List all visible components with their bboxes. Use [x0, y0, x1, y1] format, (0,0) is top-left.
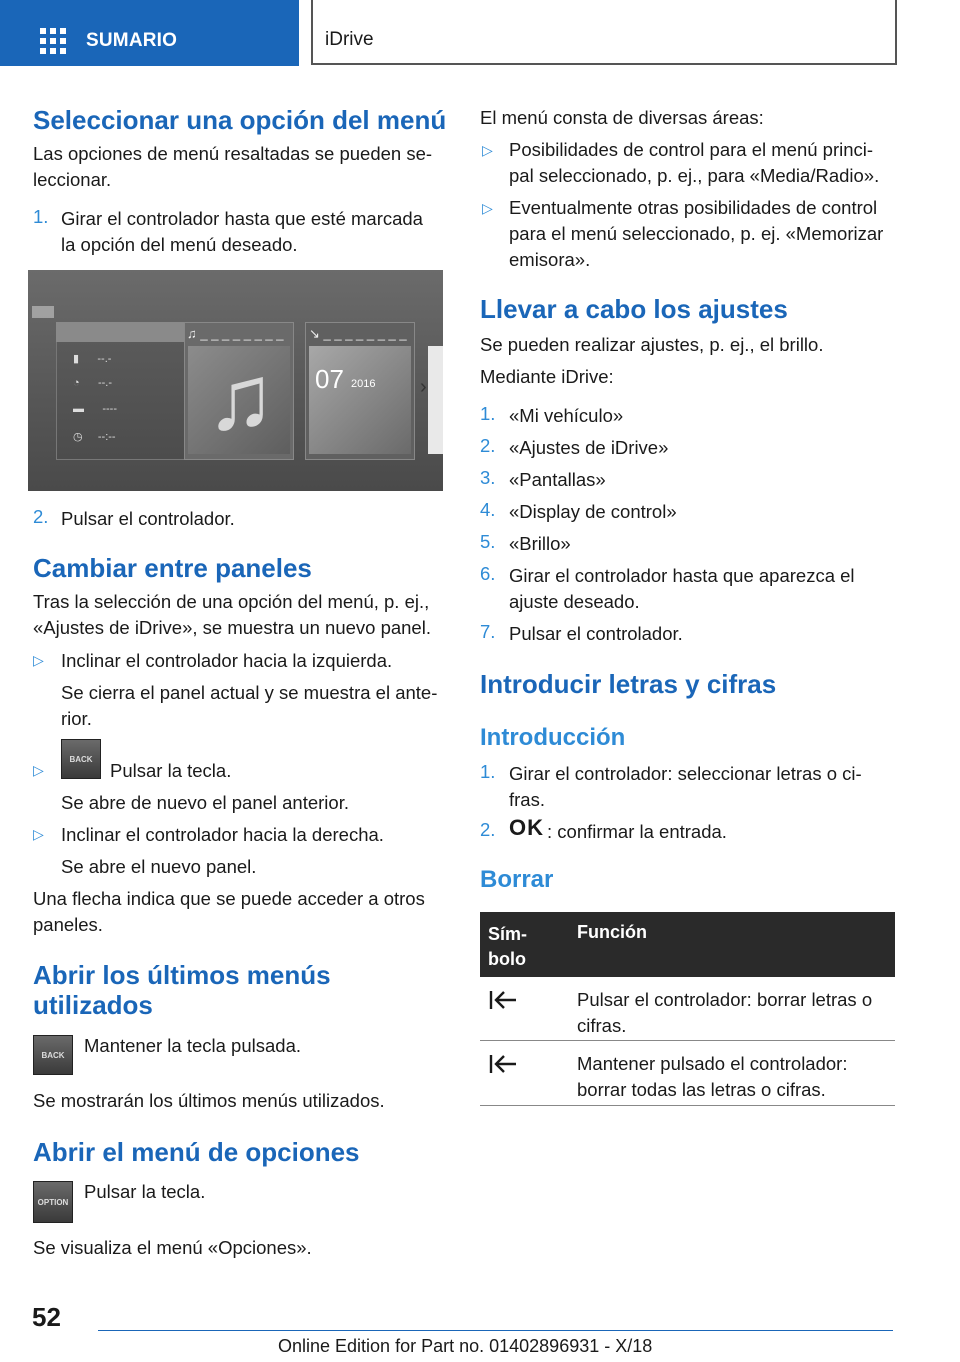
paragraph: Tras la selección de una opción del menú, p. ej., «Ajustes de iDrive», se muestra un nuevo panel. [33, 591, 431, 638]
delete-icon [488, 989, 518, 1016]
step-number: 2. [480, 435, 496, 456]
paragraph: Se pueden realizar ajustes, p. ej., el brillo. [480, 334, 824, 355]
bullet-triangle-icon: ▷ [33, 652, 44, 668]
bullet-subtext: Se abre el nuevo panel. [61, 856, 257, 877]
step-number: 5. [480, 531, 496, 552]
bullet-text: Inclinar el controlador hacia la izquierda. [61, 650, 393, 671]
summary-button[interactable] [0, 0, 299, 66]
chapter-title: iDrive [325, 29, 374, 50]
step-text: Girar el controlador hasta que esté marcada la opción del menú deseado. [61, 208, 423, 255]
table-header [480, 912, 895, 977]
column-header-symbol: Sím- bolo [488, 924, 528, 969]
option-key-icon: OPTION [33, 1181, 73, 1223]
table-cell-function: Mantener pulsado el controlador: borrar todas las letras o cifras. [577, 1053, 848, 1100]
step-number: 2. [33, 506, 49, 527]
step-text: Pulsar el controlador. [509, 623, 683, 644]
summary-label: SUMARIO [86, 30, 178, 51]
screen-year: 2016 [351, 378, 376, 390]
back-key-icon: BACK [61, 739, 101, 779]
delete-icon [488, 1053, 518, 1080]
paragraph: Se mostrarán los últimos menús utilizados. [33, 1090, 385, 1111]
bullet-subtext: Se abre de nuevo el panel anterior. [61, 792, 349, 813]
section-title-recent-menus-line2: utilizados [33, 990, 153, 1020]
bullet-text: Posibilidades de control para el menú princi- pal seleccionado, p. ej., para «Media/Radio». [509, 139, 880, 186]
bullet-text: Pulsar la tecla. [110, 760, 232, 781]
bullet-triangle-icon: ▷ [33, 762, 44, 778]
step-number: 2. [480, 819, 496, 840]
bullet-subtext: Se cierra el panel actual y se muestra el ante- rior. [61, 682, 438, 729]
step-text: «Pantallas» [509, 469, 606, 490]
table-cell-function: Pulsar el controlador: borrar letras o cifras. [577, 989, 873, 1036]
step-number: 7. [480, 621, 496, 642]
ok-icon: OK [509, 815, 544, 840]
step-number: 1. [33, 206, 49, 227]
paragraph: Mantener la tecla pulsada. [84, 1035, 301, 1056]
grid-menu-icon [40, 28, 66, 54]
paragraph: Una flecha indica que se puede acceder a otros paneles. [33, 888, 425, 935]
table-row [480, 977, 895, 1041]
section-title-settings: Llevar a cabo los ajustes [480, 294, 788, 324]
bullet-triangle-icon: ▷ [482, 200, 493, 216]
paragraph: Pulsar la tecla. [84, 1181, 206, 1202]
subsection-title-delete: Borrar [480, 866, 554, 893]
section-title-select-option: Seleccionar una opción del menú [33, 105, 447, 135]
bullet-triangle-icon: ▷ [482, 142, 493, 158]
step-text: Girar el controlador hasta que aparezca el ajuste deseado. [509, 565, 855, 612]
step-text: «Brillo» [509, 533, 571, 554]
step-text: «Display de control» [509, 501, 677, 522]
step-text: «Ajustes de iDrive» [509, 437, 669, 458]
paragraph: Se visualiza el menú «Opciones». [33, 1237, 312, 1258]
footer-divider [98, 1330, 893, 1331]
paragraph: Las opciones de menú resaltadas se pueden se- leccionar. [33, 143, 433, 190]
section-title-switch-panels: Cambiar entre paneles [33, 553, 312, 583]
step-text: Girar el controlador: seleccionar letras o ci- fras. [509, 763, 862, 810]
footer-edition: Online Edition for Part no. 01402896931 - X/18 [278, 1336, 653, 1356]
section-title-recent-menus: Abrir los últimos menús [33, 960, 331, 990]
bullet-text: Inclinar el controlador hacia la derecha. [61, 824, 384, 845]
idrive-screen-image: ▮ --.- ◔ --.- ▬ ---- ◷ --:-- ♫ _ _ _ _ _ _ _ _ ♫ ↘ _ _ _ _ _ _ _ _ 07 2016 › [28, 270, 443, 491]
step-number: 3. [480, 467, 496, 488]
table-row [480, 1041, 895, 1106]
page-number: 52 [32, 1302, 61, 1332]
back-key-icon: BACK [33, 1035, 73, 1075]
chapter-tab[interactable] [311, 0, 897, 65]
subsection-title-introduction: Introducción [480, 724, 626, 751]
paragraph: Mediante iDrive: [480, 366, 614, 387]
column-header-function: Función [577, 922, 647, 942]
step-text: : confirmar la entrada. [547, 821, 727, 842]
bullet-triangle-icon: ▷ [33, 826, 44, 842]
section-title-letters-digits: Introducir letras y cifras [480, 669, 777, 699]
step-text: «Mi vehículo» [509, 405, 624, 426]
paragraph: El menú consta de diversas áreas: [480, 107, 764, 128]
step-number: 6. [480, 563, 496, 584]
step-number: 1. [480, 403, 496, 424]
section-title-options-menu: Abrir el menú de opciones [33, 1137, 360, 1167]
step-number: 1. [480, 761, 496, 782]
bullet-text: Eventualmente otras posibilidades de control para el menú seleccionado, p. ej. «Memorizar emisora». [509, 197, 884, 270]
step-text: Pulsar el controlador. [61, 508, 235, 529]
screen-clock: 07 [315, 364, 344, 394]
step-number: 4. [480, 499, 496, 520]
